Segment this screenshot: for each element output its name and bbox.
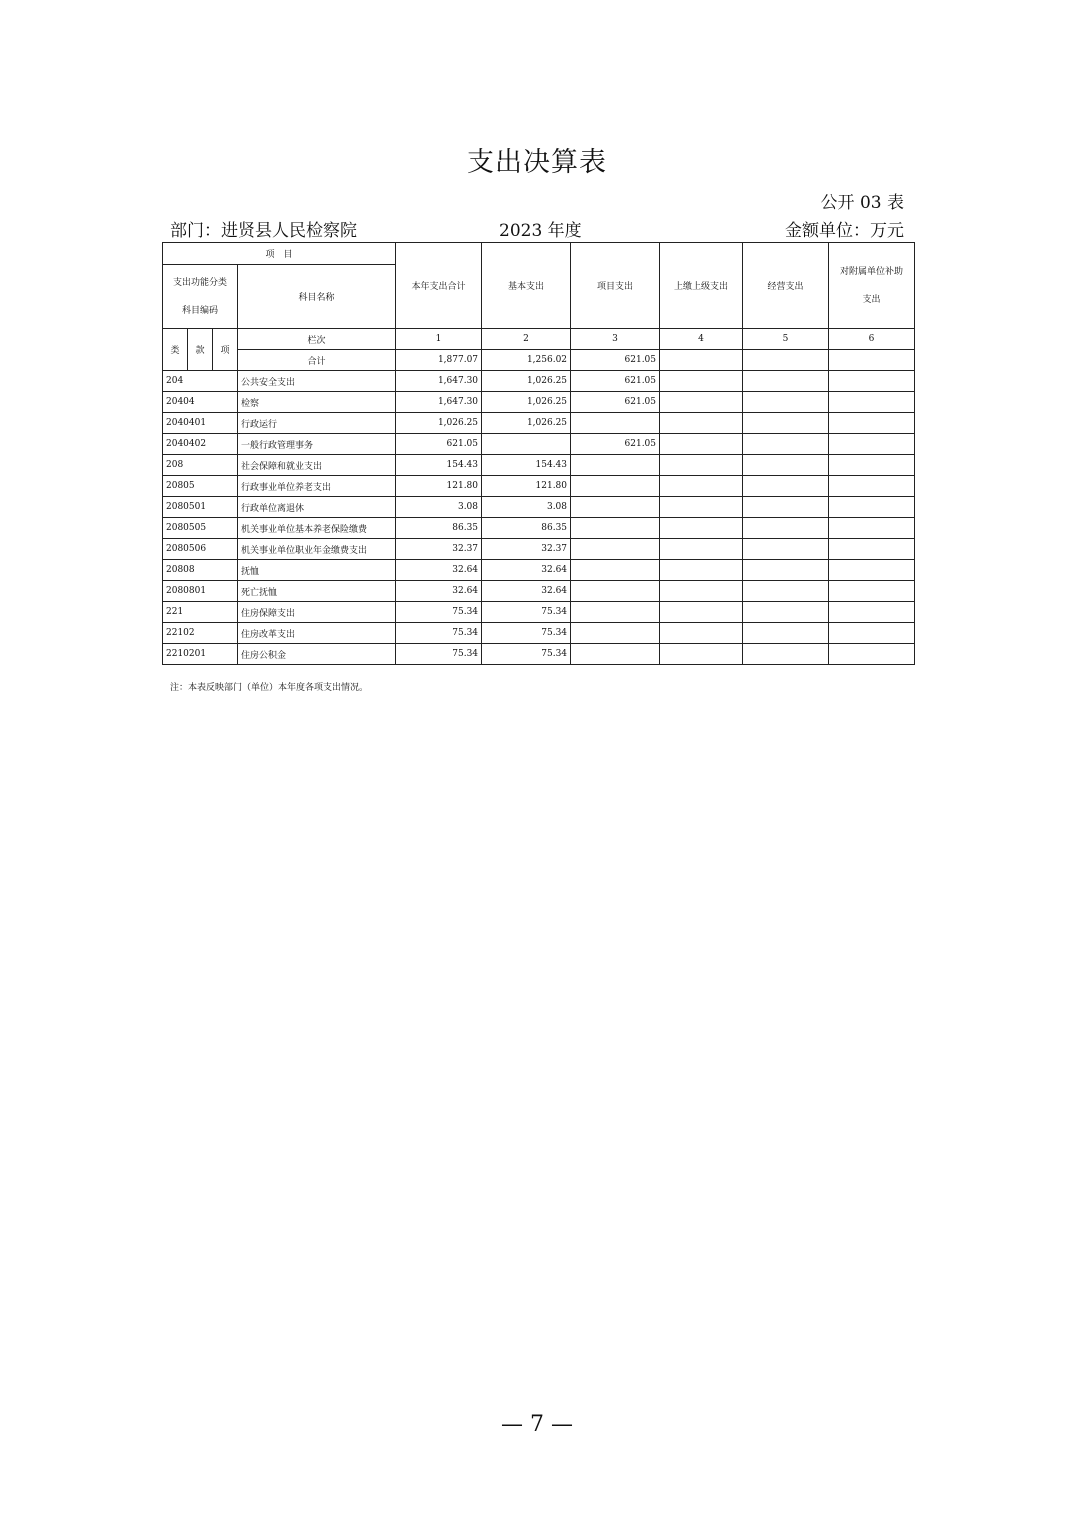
subject-name: 一般行政管理事务 (238, 434, 396, 455)
subject-code: 2210201 (163, 644, 238, 665)
amount-cell: 3.08 (482, 497, 571, 518)
department-label: 部门：进贤县人民检察院 (170, 221, 357, 241)
table-note: 注：本表反映部门（单位）本年度各项支出情况。 (170, 683, 369, 693)
subject-code: 204 (163, 371, 238, 392)
amount-cell (571, 518, 660, 539)
amount-cell: 32.64 (396, 581, 482, 602)
total-value: 621.05 (571, 350, 660, 371)
subject-name: 行政单位离退休 (238, 497, 396, 518)
amount-cell (571, 581, 660, 602)
amount-cell (660, 371, 743, 392)
amount-cell: 154.43 (482, 455, 571, 476)
amount-cell (829, 434, 915, 455)
col-num-5: 5 (743, 329, 829, 350)
header-xiang: 项 (213, 329, 238, 371)
amount-cell: 32.64 (396, 560, 482, 581)
amount-cell (743, 623, 829, 644)
amount-cell (829, 371, 915, 392)
year-label: 2023 年度 (499, 221, 582, 241)
amount-cell: 1,026.25 (482, 371, 571, 392)
table-row (163, 623, 915, 644)
total-row (163, 350, 915, 371)
subject-name: 住房改革支出 (238, 623, 396, 644)
amount-cell (571, 476, 660, 497)
table-row (163, 476, 915, 497)
amount-cell: 32.37 (396, 539, 482, 560)
header-project: 项 目 (163, 243, 396, 265)
col-header-5: 经营支出 (743, 243, 829, 329)
amount-cell (743, 413, 829, 434)
amount-cell (482, 434, 571, 455)
header-func-class (163, 265, 238, 329)
amount-cell (743, 455, 829, 476)
amount-cell (571, 602, 660, 623)
total-value: 1,256.02 (482, 350, 571, 371)
table-row (163, 581, 915, 602)
amount-cell (829, 602, 915, 623)
amount-cell: 32.64 (482, 581, 571, 602)
amount-cell: 1,026.25 (482, 413, 571, 434)
amount-cell: 32.64 (482, 560, 571, 581)
amount-cell (743, 497, 829, 518)
amount-cell (743, 644, 829, 665)
subject-code: 221 (163, 602, 238, 623)
table-row (163, 371, 915, 392)
amount-cell (660, 560, 743, 581)
form-number: 公开 03 表 (820, 193, 904, 213)
amount-cell (829, 560, 915, 581)
subject-code: 20404 (163, 392, 238, 413)
amount-cell (571, 623, 660, 644)
col-header-4: 上缴上级支出 (660, 243, 743, 329)
col-num-2: 2 (482, 329, 571, 350)
subject-name: 机关事业单位基本养老保险缴费 (238, 518, 396, 539)
subject-code: 208 (163, 455, 238, 476)
subject-code: 2080801 (163, 581, 238, 602)
amount-cell (660, 644, 743, 665)
amount-cell (743, 539, 829, 560)
header-kuan: 款 (188, 329, 213, 371)
amount-cell: 621.05 (571, 392, 660, 413)
col-header-2: 基本支出 (482, 243, 571, 329)
table-row (163, 434, 915, 455)
col-num-6: 6 (829, 329, 915, 350)
amount-cell (743, 581, 829, 602)
amount-cell: 1,026.25 (482, 392, 571, 413)
amount-cell (660, 455, 743, 476)
header-lanci: 栏次 (238, 329, 396, 350)
amount-cell: 1,647.30 (396, 392, 482, 413)
subject-name: 住房保障支出 (238, 602, 396, 623)
amount-cell: 75.34 (482, 602, 571, 623)
amount-cell (660, 623, 743, 644)
page-title: 支出决算表 (467, 147, 607, 178)
amount-cell (829, 644, 915, 665)
amount-cell: 75.34 (396, 644, 482, 665)
table-row (163, 539, 915, 560)
table-row (163, 455, 915, 476)
subject-name: 住房公积金 (238, 644, 396, 665)
table-row (163, 413, 915, 434)
amount-cell (571, 497, 660, 518)
amount-cell: 32.37 (482, 539, 571, 560)
expenditure-table (162, 242, 915, 665)
total-value (829, 350, 915, 371)
table-row (163, 602, 915, 623)
amount-cell: 75.34 (482, 644, 571, 665)
amount-cell: 121.80 (482, 476, 571, 497)
subject-name: 公共安全支出 (238, 371, 396, 392)
subject-name: 抚恤 (238, 560, 396, 581)
col-header-3: 项目支出 (571, 243, 660, 329)
header-subject-code-label: 科目编码 (181, 305, 218, 316)
subject-code: 2080501 (163, 497, 238, 518)
subject-name: 检察 (238, 392, 396, 413)
amount-cell (829, 623, 915, 644)
header-lei: 类 (163, 329, 188, 371)
table-row (163, 392, 915, 413)
amount-cell (571, 455, 660, 476)
amount-cell (829, 413, 915, 434)
amount-cell: 86.35 (396, 518, 482, 539)
amount-cell: 621.05 (571, 434, 660, 455)
subject-name: 死亡抚恤 (238, 581, 396, 602)
amount-cell (660, 518, 743, 539)
table-row (163, 497, 915, 518)
amount-cell: 621.05 (396, 434, 482, 455)
total-label: 合计 (238, 350, 396, 371)
amount-cell (743, 434, 829, 455)
subject-code: 2080506 (163, 539, 238, 560)
amount-cell: 75.34 (396, 602, 482, 623)
amount-cell (571, 413, 660, 434)
col-num-4: 4 (660, 329, 743, 350)
table-row (163, 518, 915, 539)
subject-code: 20805 (163, 476, 238, 497)
header-subject-name: 科目名称 (238, 265, 396, 329)
amount-cell (829, 455, 915, 476)
header-func-class-label: 支出功能分类 (172, 277, 227, 288)
amount-cell: 1,026.25 (396, 413, 482, 434)
subject-name: 机关事业单位职业年金缴费支出 (238, 539, 396, 560)
amount-cell (660, 581, 743, 602)
subject-name: 行政事业单位养老支出 (238, 476, 396, 497)
amount-cell (660, 497, 743, 518)
amount-cell (660, 413, 743, 434)
amount-cell (829, 476, 915, 497)
amount-cell: 621.05 (571, 371, 660, 392)
subject-code: 2080505 (163, 518, 238, 539)
amount-cell: 1,647.30 (396, 371, 482, 392)
total-value: 1,877.07 (396, 350, 482, 371)
col-num-3: 3 (571, 329, 660, 350)
amount-cell (571, 644, 660, 665)
amount-cell (660, 476, 743, 497)
amount-cell (743, 392, 829, 413)
col-header-6: 对附属单位补助支出 (829, 243, 915, 329)
amount-cell (571, 539, 660, 560)
amount-cell (660, 434, 743, 455)
table-row (163, 644, 915, 665)
subject-code: 20808 (163, 560, 238, 581)
table-row (163, 560, 915, 581)
amount-cell (829, 518, 915, 539)
subject-code: 2040402 (163, 434, 238, 455)
amount-cell: 75.34 (396, 623, 482, 644)
subject-code: 2040401 (163, 413, 238, 434)
amount-cell (829, 392, 915, 413)
page-number: — 7 — (501, 1412, 573, 1437)
amount-cell (743, 518, 829, 539)
amount-cell (829, 539, 915, 560)
amount-cell (743, 476, 829, 497)
amount-cell (660, 392, 743, 413)
amount-cell (660, 602, 743, 623)
amount-cell: 154.43 (396, 455, 482, 476)
subject-name: 行政运行 (238, 413, 396, 434)
amount-cell: 3.08 (396, 497, 482, 518)
unit-label: 金额单位：万元 (785, 221, 904, 241)
amount-cell: 86.35 (482, 518, 571, 539)
amount-cell (743, 371, 829, 392)
amount-cell (660, 539, 743, 560)
amount-cell (829, 497, 915, 518)
total-value (660, 350, 743, 371)
amount-cell (743, 560, 829, 581)
col-num-1: 1 (396, 329, 482, 350)
amount-cell (571, 560, 660, 581)
amount-cell (743, 602, 829, 623)
subject-name: 社会保障和就业支出 (238, 455, 396, 476)
amount-cell (829, 581, 915, 602)
amount-cell: 121.80 (396, 476, 482, 497)
col-header-1: 本年支出合计 (396, 243, 482, 329)
subject-code: 22102 (163, 623, 238, 644)
amount-cell: 75.34 (482, 623, 571, 644)
total-value (743, 350, 829, 371)
